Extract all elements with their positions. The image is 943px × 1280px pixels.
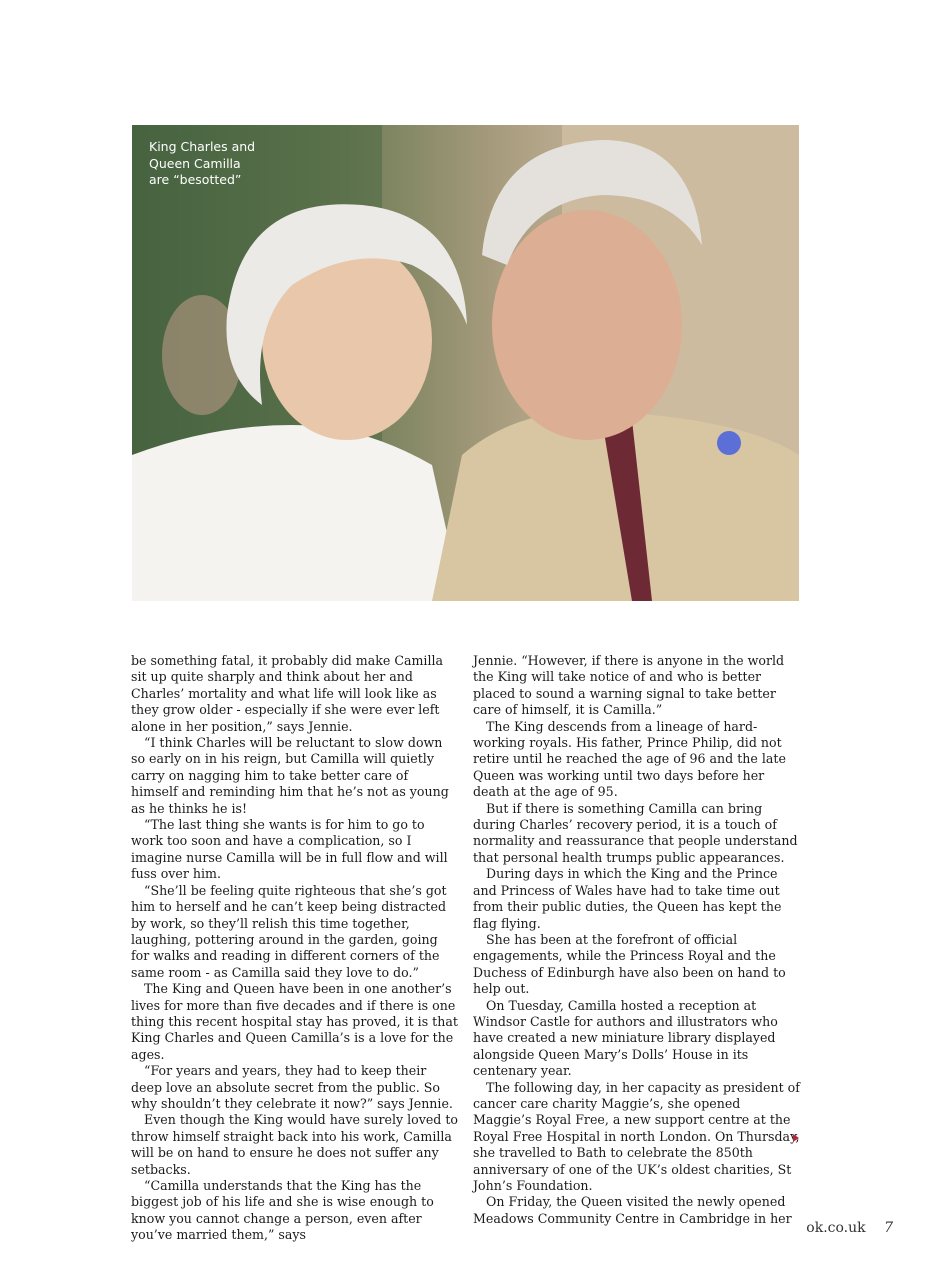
paragraph: “I think Charles will be reluctant to slow down so early on in his reign, but Camilla will quietly carry on nagging him to take better care of himself and reminding him that he’s not as young as he thinks he is! [131,735,449,816]
paragraph: The following day, in her capacity as president of cancer care charity Maggie’s, she opened Maggie’s Royal Free, a new support centre at the Royal Free Hospital in north London. On Thursday, she travelled to Bath to celebrate the 850th anniversary of one of the UK’s oldest charities, St John’s Foundation. [473,1079,800,1193]
paragraph: She has been at the forefront of official engagements, while the Princess Royal and the Duchess of Edinburgh have also been on hand to help out. [473,931,786,997]
site-url: ok.co.uk [806,1220,866,1236]
paragraph: be something fatal, it probably did make Camilla sit up quite sharply and think about her and Charles’ mortality and what life will look like as they grow older - especially if she were ever left alone in her position,” says Jennie. [131,653,444,734]
paragraph: “For years and years, they had to keep their deep love an absolute secret from the public. So why shouldn’t they celebrate it now?” says Jennie. [131,1063,453,1111]
paragraph: On Tuesday, Camilla hosted a reception at Windsor Castle for authors and illustrators who have created a new miniature library displayed alongside Queen Mary’s Dolls’ House in its centenary year. [473,997,778,1079]
paragraph: The King and Queen have been in one another’s lives for more than five decades and if there is one thing this recent hospital stay has proved, it is that King Charles and Queen Camilla’s is a love for the ages. [131,981,458,1062]
page-footer [806,1220,893,1236]
paragraph: During days in which the King and the Prince and Princess of Wales have had to take time out from their public duties, the Queen has kept the flag flying. [473,866,782,931]
caption-line: are “besotted” [149,172,242,187]
paragraph: Jennie. “However, if there is anyone in the world the King will take notice of and who is better placed to sound a warning signal to take better care of himself, it is Camilla.” [473,653,785,718]
caption-line: King Charles and [149,139,256,154]
paragraph: On Friday, the Queen visited the newly opened Meadows Community Centre in Cambridge in her [473,1194,792,1226]
paragraph: “The last thing she wants is for him to go to work too soon and have a complication, so I imagine nurse Camilla will be in full flow and will fuss over him. [131,817,448,882]
photo-caption [149,139,269,189]
article-column-right [473,653,800,1227]
paragraph: “Camilla understands that the King has the biggest job of his life and she is wise enough to know you cannot change a person, even after you’ve married them,” says [131,1178,434,1243]
caption-line: Queen Camilla [149,155,241,171]
paragraph: Even though the King would have surely loved to throw himself straight back into his work, Camilla will be on hand to ensure he does not suffer any setbacks. [131,1112,458,1177]
paragraph: The King descends from a lineage of hard-working royals. His father, Prince Philip, did not retire until he reached the age of 96 and the late Queen was working until two days before her death at the age of 95. [473,718,786,800]
hero-photo [132,125,799,601]
couple-illustration [132,125,799,601]
article-column-left [131,653,458,1244]
page-number: 7 [884,1220,893,1236]
continue-arrow-icon [793,1134,799,1142]
paragraph: But if there is something Camilla can bring during Charles’ recovery period, it is a touch of normality and reassurance that people understand that personal health trumps public appearances. [473,800,798,865]
paragraph: “She’ll be feeling quite righteous that she’s got him to herself and he can’t keep being distracted by work, so they’ll relish this time together, laughing, pottering around in the garden, going for walks and reading in different corners of the same room - as Camilla said they love to do.” [131,882,447,980]
